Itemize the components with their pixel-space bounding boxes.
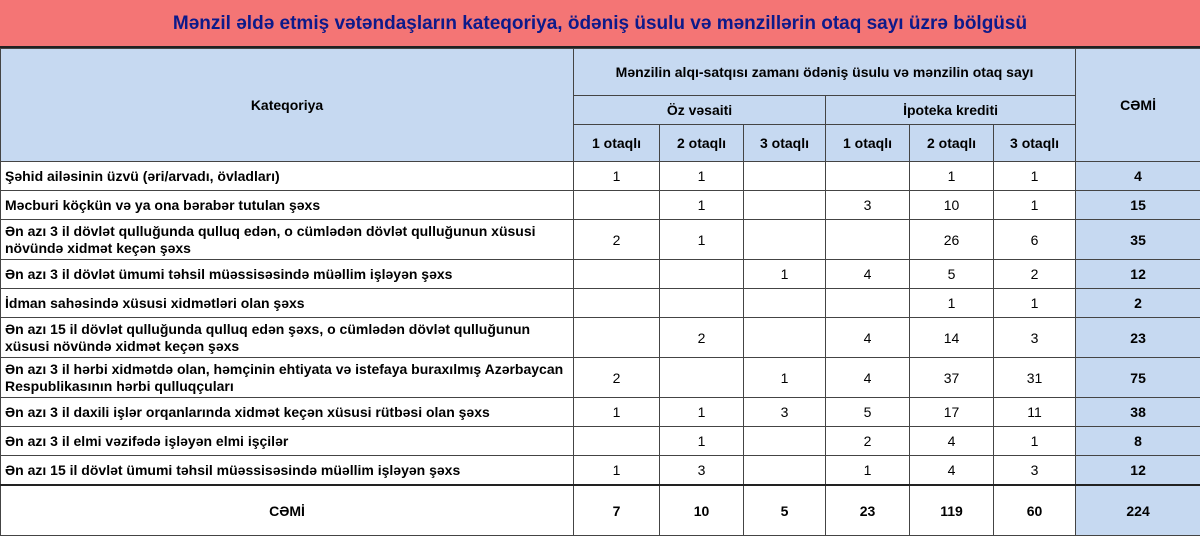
category-cell: Ən azı 3 il elmi vəzifədə işləyən elmi işçilər [1,427,574,456]
value-cell: 2 [994,260,1076,289]
category-cell: Məcburi köçkün və ya ona bərabər tutulan şəxs [1,191,574,220]
rooms-header: 3 otaqlı [744,125,826,162]
value-cell: 26 [910,220,994,260]
table-row [1,318,1200,358]
value-cell [660,289,744,318]
value-cell [826,220,910,260]
sum-row [1,485,1200,536]
rooms-header: 1 otaqlı [574,125,660,162]
value-cell: 1 [826,456,910,486]
value-cell: 5 [826,398,910,427]
sum-value-cell: 119 [910,485,994,536]
value-cell: 3 [994,456,1076,486]
table-title: Mənzil əldə etmiş vətəndaşların kateqoriya, ödəniş üsulu və mənzillərin otaq sayı üzrə bölgüsü [0,0,1200,48]
value-cell: 2 [574,220,660,260]
table-row [1,191,1200,220]
mortgage-header: İpoteka krediti [826,96,1076,125]
value-cell [744,191,826,220]
value-cell [574,191,660,220]
row-total-cell: 75 [1076,358,1200,398]
value-cell: 4 [826,358,910,398]
value-cell: 1 [994,289,1076,318]
sum-value-cell: 5 [744,485,826,536]
value-cell: 6 [994,220,1076,260]
value-cell: 1 [910,162,994,191]
value-cell [574,260,660,289]
value-cell: 37 [910,358,994,398]
value-cell [660,358,744,398]
value-cell [744,456,826,486]
row-total-cell: 2 [1076,289,1200,318]
row-total-cell: 12 [1076,456,1200,486]
value-cell: 17 [910,398,994,427]
value-cell: 3 [660,456,744,486]
data-table [0,48,1200,536]
table-row [1,289,1200,318]
value-cell: 1 [574,456,660,486]
category-header: Kateqoriya [1,49,574,162]
value-cell [574,318,660,358]
table-row [1,220,1200,260]
table-row [1,456,1200,486]
sum-value-cell: 10 [660,485,744,536]
row-total-cell: 8 [1076,427,1200,456]
value-cell [744,318,826,358]
value-cell: 31 [994,358,1076,398]
value-cell [660,260,744,289]
category-cell: Ən azı 15 il dövlət qulluğunda qulluq edən şəxs, o cümlədən dövlət qulluğunun xüsusi növündə xidmət keçən şəxs [1,318,574,358]
value-cell: 1 [574,162,660,191]
value-cell: 1 [660,220,744,260]
rooms-header: 2 otaqlı [910,125,994,162]
table-row [1,162,1200,191]
rooms-header: 1 otaqlı [826,125,910,162]
value-cell: 3 [744,398,826,427]
value-cell: 3 [994,318,1076,358]
category-cell: Ən azı 3 il dövlət qulluğunda qulluq edən, o cümlədən dövlət qulluğunun xüsusi növündə xidmət keçən şəxs [1,220,574,260]
row-total-cell: 38 [1076,398,1200,427]
value-cell: 1 [660,427,744,456]
category-cell: Ən azı 3 il daxili işlər orqanlarında xidmət keçən xüsusi rütbəsi olan şəxs [1,398,574,427]
category-cell: Ən azı 15 il dövlət ümumi təhsil müəssisəsində müəllim işləyən şəxs [1,456,574,486]
value-cell [826,162,910,191]
value-cell [744,220,826,260]
category-cell: Şəhid ailəsinin üzvü (əri/arvadı, övladları) [1,162,574,191]
table-row [1,427,1200,456]
table-row [1,398,1200,427]
value-cell: 1 [660,162,744,191]
value-cell: 2 [660,318,744,358]
value-cell: 1 [910,289,994,318]
row-total-cell: 12 [1076,260,1200,289]
value-cell [744,427,826,456]
sum-value-cell: 60 [994,485,1076,536]
rooms-header: 3 otaqlı [994,125,1076,162]
value-cell [574,427,660,456]
value-cell: 1 [744,358,826,398]
payment-group-header: Mənzilin alqı-satqısı zamanı ödəniş üsulu və mənzilin otaq sayı [574,49,1076,96]
value-cell: 1 [660,398,744,427]
row-total-cell: 35 [1076,220,1200,260]
category-cell: Ən azı 3 il dövlət ümumi təhsil müəssisəsində müəllim işləyən şəxs [1,260,574,289]
value-cell: 4 [910,456,994,486]
row-total-cell: 15 [1076,191,1200,220]
value-cell: 2 [574,358,660,398]
value-cell: 1 [994,162,1076,191]
value-cell: 3 [826,191,910,220]
value-cell: 4 [826,260,910,289]
row-total-cell: 23 [1076,318,1200,358]
own-funds-header: Öz vəsaiti [574,96,826,125]
value-cell: 4 [910,427,994,456]
value-cell [826,289,910,318]
sum-label: CƏMİ [1,485,574,536]
sum-value-cell: 7 [574,485,660,536]
value-cell: 11 [994,398,1076,427]
value-cell: 5 [910,260,994,289]
category-cell: Ən azı 3 il hərbi xidmətdə olan, həmçinin ehtiyata və istefaya buraxılmış Azərbaycan Respublikasının hərbi qulluqçuları [1,358,574,398]
sum-value-cell: 23 [826,485,910,536]
value-cell: 10 [910,191,994,220]
value-cell: 1 [574,398,660,427]
value-cell: 2 [826,427,910,456]
table-row [1,358,1200,398]
category-cell: İdman sahəsində xüsusi xidmətləri olan şəxs [1,289,574,318]
value-cell: 14 [910,318,994,358]
table-row [1,260,1200,289]
value-cell: 1 [660,191,744,220]
value-cell [744,289,826,318]
value-cell [744,162,826,191]
row-total-cell: 4 [1076,162,1200,191]
value-cell: 1 [994,191,1076,220]
grand-total-cell: 224 [1076,485,1200,536]
value-cell: 4 [826,318,910,358]
value-cell: 1 [744,260,826,289]
value-cell [574,289,660,318]
value-cell: 1 [994,427,1076,456]
rooms-header: 2 otaqlı [660,125,744,162]
total-header: CƏMİ [1076,49,1200,162]
